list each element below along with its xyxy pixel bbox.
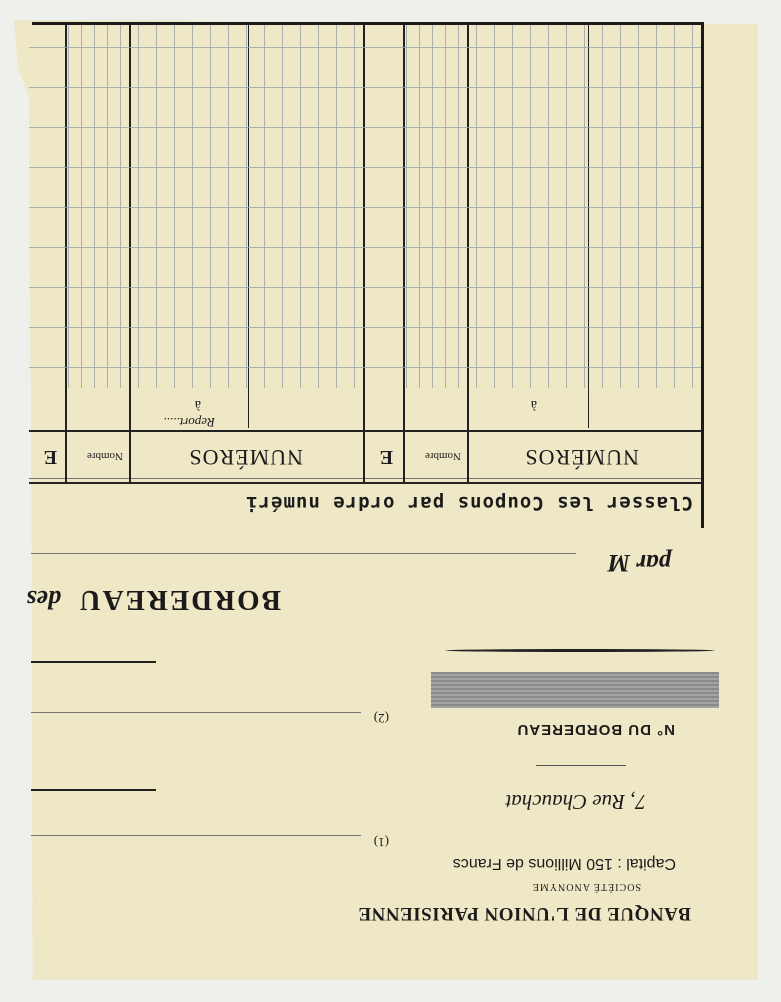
capital-line: Capital : 150 Millions de Francs — [452, 855, 676, 872]
header-nombre-1: Nombre — [424, 450, 461, 462]
header-e-1: E — [379, 446, 393, 468]
show-through-writing — [161, 62, 661, 462]
grid-h-line — [29, 47, 701, 48]
bordereau-title: BORDEREAU — [77, 584, 281, 616]
swash-divider — [445, 649, 715, 652]
header-nombre-2: Nombre — [86, 450, 123, 462]
header-numeros-1: NUMÉROS — [524, 445, 639, 470]
par-line — [31, 553, 576, 554]
field-line-2 — [31, 712, 361, 713]
company-type: SOCIÉTÉ ANONYME — [531, 881, 641, 892]
gray-band — [431, 672, 719, 708]
a-label-1: à — [530, 397, 537, 412]
field-line-2b — [31, 661, 156, 663]
report-label: Report..... — [163, 415, 215, 430]
header-numeros-2: NUMÉROS — [188, 445, 303, 470]
wavy-divider — [536, 765, 626, 766]
address-line: 7, Rue Chauchat — [505, 790, 646, 814]
field-line-1b — [31, 789, 156, 791]
note-1: (1) — [373, 835, 389, 850]
field-line-1 — [31, 835, 361, 836]
bordereau-number-label: N° DU BORDEREAU — [516, 721, 675, 738]
par-label: par M — [607, 549, 671, 576]
header-e-2: E — [43, 446, 57, 468]
note-2: (2) — [373, 711, 389, 726]
a-label-2: à — [194, 397, 201, 412]
bordereau-title-suffix: des — [26, 585, 61, 614]
bank-name: BANQUE DE L'UNION PARISIENNE — [357, 903, 691, 924]
instruction-text: Classer les Coupons par ordre numéri — [245, 492, 693, 514]
